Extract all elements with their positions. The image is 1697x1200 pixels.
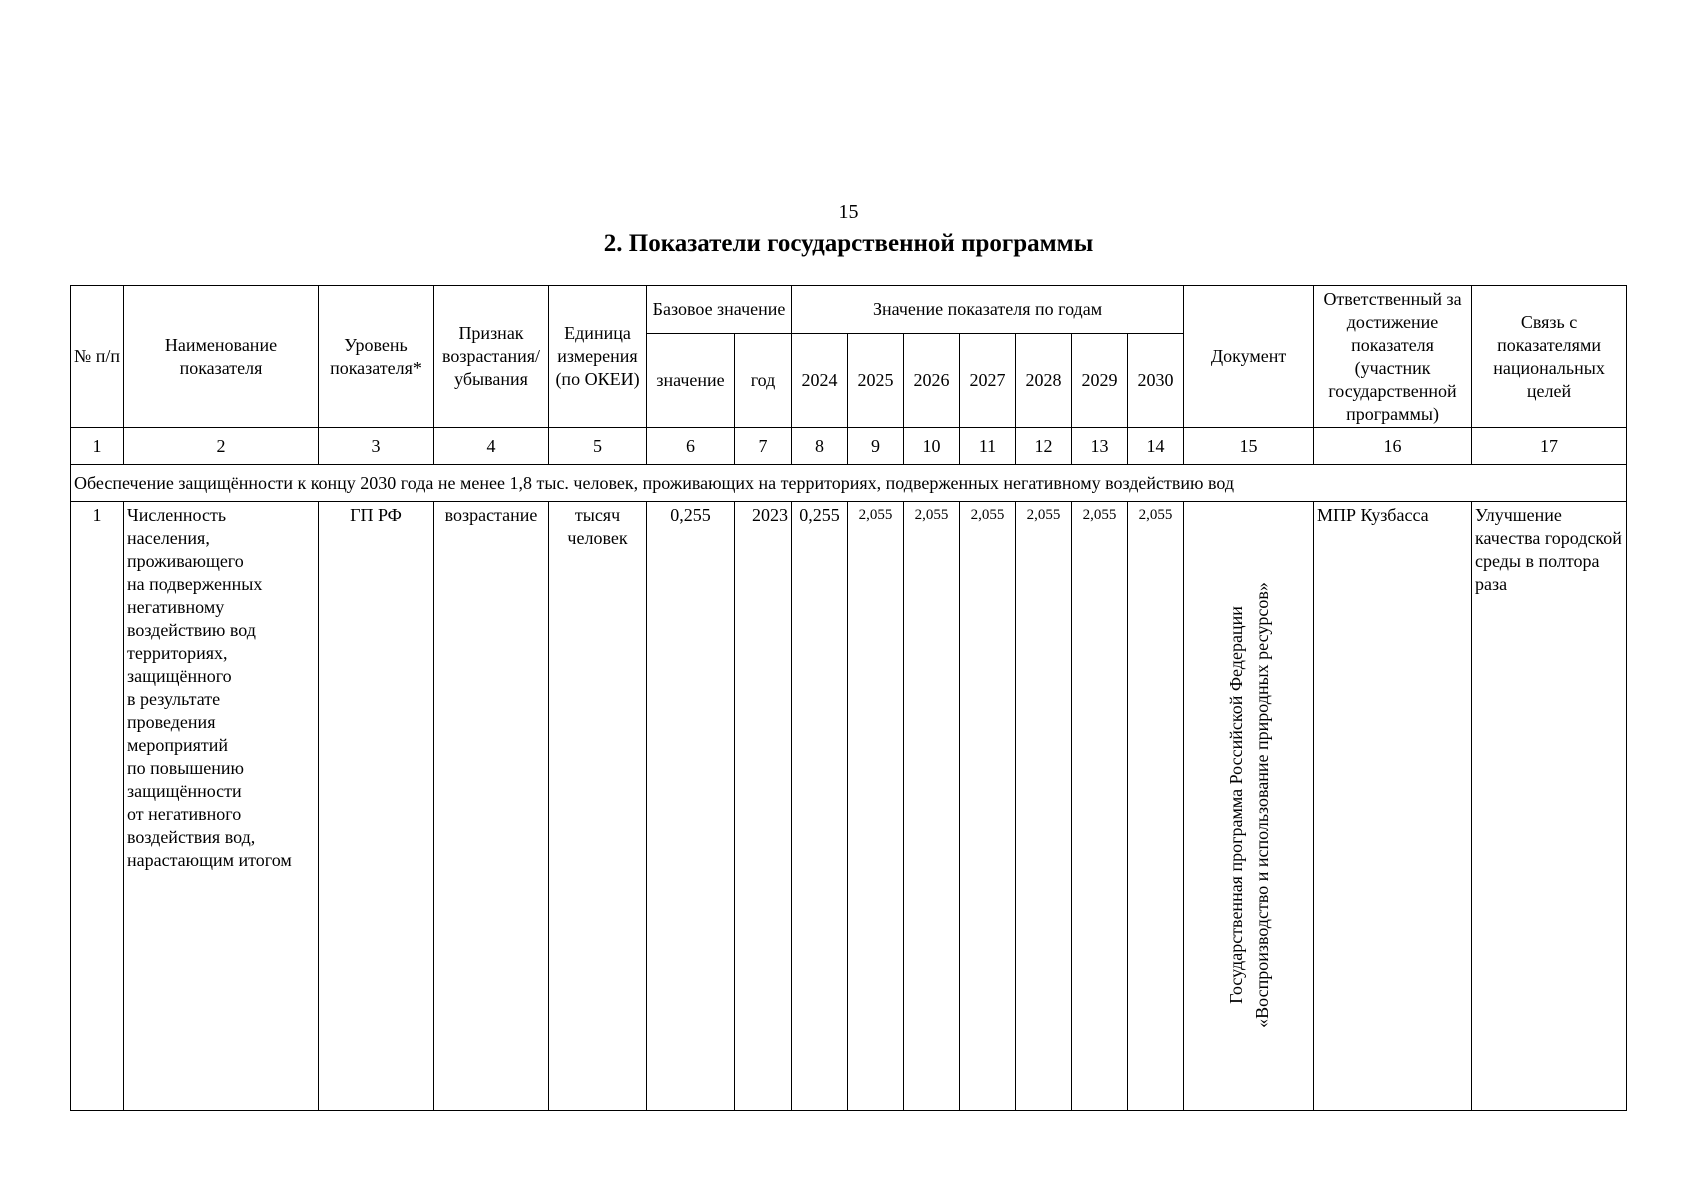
name-line: Численность — [127, 505, 227, 525]
header-num: № п/п — [71, 286, 124, 428]
table-row — [71, 502, 1627, 1111]
name-line: воздействию вод — [127, 620, 256, 640]
row-value-2025: 2,055 — [848, 502, 904, 1111]
name-line: негативному — [127, 597, 225, 617]
header-level: Уровень показателя* — [319, 286, 434, 428]
name-line: мероприятий — [127, 735, 229, 755]
column-number: 10 — [904, 428, 960, 465]
column-number: 16 — [1314, 428, 1472, 465]
column-numbers-row — [71, 428, 1627, 465]
header-year-2026: 2026 — [904, 334, 960, 428]
row-value-2027: 2,055 — [960, 502, 1016, 1111]
row-value-2026: 2,055 — [904, 502, 960, 1111]
header-year-2025: 2025 — [848, 334, 904, 428]
row-num: 1 — [71, 502, 124, 1111]
column-number: 7 — [735, 428, 792, 465]
page-title: 2. Показатели государственной программы — [603, 230, 1094, 257]
name-line: по повышению — [127, 758, 244, 778]
header-base-year: год — [735, 334, 792, 428]
column-number: 13 — [1072, 428, 1128, 465]
name-line: проживающего — [127, 551, 244, 571]
column-number: 5 — [549, 428, 647, 465]
column-number: 14 — [1128, 428, 1184, 465]
row-value-2030: 2,055 — [1128, 502, 1184, 1111]
header-year-2029: 2029 — [1072, 334, 1128, 428]
header-year-2027: 2027 — [960, 334, 1016, 428]
header-year-2024: 2024 — [792, 334, 848, 428]
name-line: защищённого — [127, 666, 232, 686]
header-years-group: Значение показателя по годам — [792, 286, 1184, 334]
column-number: 8 — [792, 428, 848, 465]
header-year-2028: 2028 — [1016, 334, 1072, 428]
row-document — [1184, 502, 1314, 1111]
document-line: «Воспроизводство и использование природных ресурсов» — [1251, 582, 1272, 1028]
header-link: Связь с показателями национальных целей — [1472, 286, 1627, 428]
page-number: 15 — [838, 201, 859, 223]
section-title: Обеспечение защищённости к концу 2030 года не менее 1,8 тыс. человек, проживающих на территориях, подверженных негативному воздействию вод — [71, 465, 1627, 502]
name-line: на подверженных — [127, 574, 263, 594]
name-line: в результате — [127, 689, 221, 709]
header-row-1 — [71, 286, 1627, 334]
row-unit: тысяч человек — [549, 502, 647, 1111]
indicators-table — [70, 285, 1627, 1111]
header-responsible: Ответственный за достижение показателя (участник государственной программы) — [1314, 286, 1472, 428]
name-line: проведения — [127, 712, 216, 732]
column-number: 15 — [1184, 428, 1314, 465]
column-number: 17 — [1472, 428, 1627, 465]
column-number: 11 — [960, 428, 1016, 465]
row-trend: возрастание — [434, 502, 549, 1111]
row-level: ГП РФ — [319, 502, 434, 1111]
header-unit: Единица измерения (по ОКЕИ) — [549, 286, 647, 428]
row-value-2028: 2,055 — [1016, 502, 1072, 1111]
row-base-value: 0,255 — [647, 502, 735, 1111]
column-number: 2 — [124, 428, 319, 465]
row-link: Улучшение качества городской среды в полтора раза — [1472, 502, 1627, 1111]
column-number: 4 — [434, 428, 549, 465]
row-value-2029: 2,055 — [1072, 502, 1128, 1111]
column-number: 12 — [1016, 428, 1072, 465]
name-line: территориях, — [127, 643, 228, 663]
name-line: защищённости — [127, 781, 242, 801]
column-number: 1 — [71, 428, 124, 465]
document-line: Государственная программа Российской Федерации — [1225, 606, 1246, 1004]
document-vertical-text — [1223, 525, 1275, 1085]
header-year-2030: 2030 — [1128, 334, 1184, 428]
header-base-value: значение — [647, 334, 735, 428]
header-trend: Признак возрастания/ убывания — [434, 286, 549, 428]
name-line: воздействия вод, — [127, 827, 256, 847]
row-value-2024: 0,255 — [792, 502, 848, 1111]
name-line: населения, — [127, 528, 210, 548]
name-line: от негативного — [127, 804, 242, 824]
column-number: 9 — [848, 428, 904, 465]
header-name: Наименование показателя — [124, 286, 319, 428]
header-base-group: Базовое значение — [647, 286, 792, 334]
row-name — [124, 502, 319, 1111]
document-vertical-wrap — [1184, 502, 1313, 1108]
row-base-year: 2023 — [735, 502, 792, 1111]
column-number: 6 — [647, 428, 735, 465]
column-number: 3 — [319, 428, 434, 465]
section-row — [71, 465, 1627, 502]
name-line: нарастающим итогом — [127, 850, 292, 870]
row-responsible: МПР Кузбасса — [1314, 502, 1472, 1111]
header-document: Документ — [1184, 286, 1314, 428]
